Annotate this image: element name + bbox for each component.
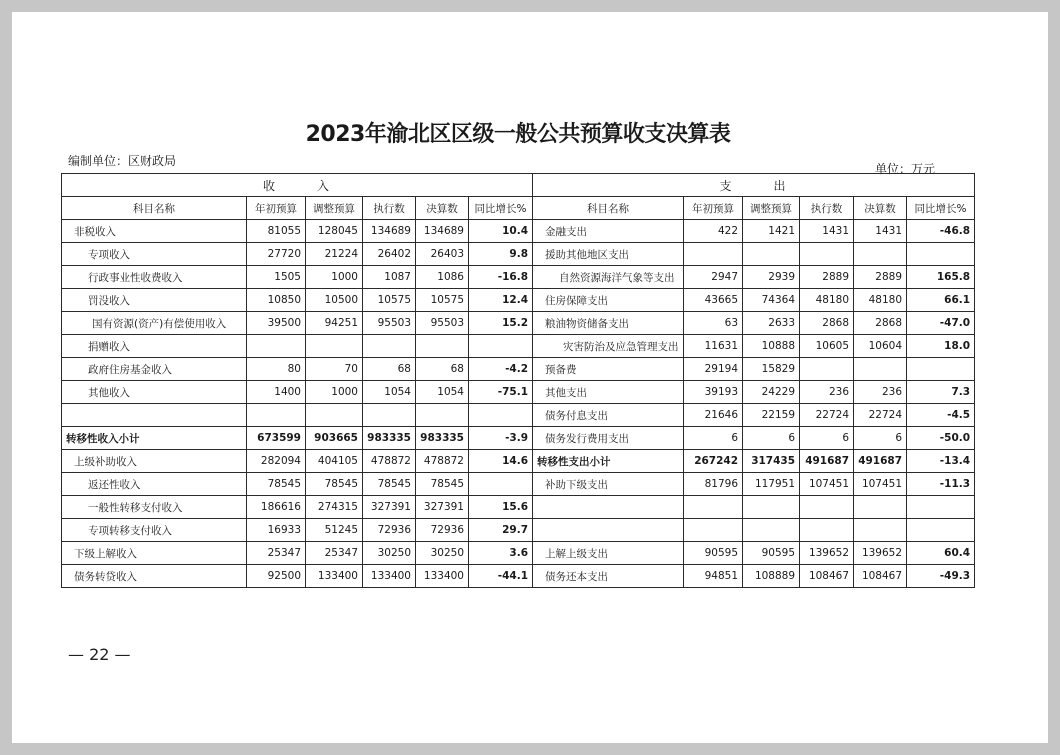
table-row (62, 496, 975, 519)
income-item-name: 罚没收入 (62, 289, 247, 312)
income-item-name: 转移性收入小计 (62, 427, 247, 450)
expense-growth-cell: 60.4 (907, 542, 975, 565)
page-number: — 22 — (68, 645, 131, 664)
income-growth-cell: 3.6 (469, 542, 533, 565)
expense-value-cell: 491687 (854, 450, 907, 473)
income-value-cell: 39500 (247, 312, 306, 335)
expense-value-cell: 2889 (854, 266, 907, 289)
expense-item-name: 粮油物资储备支出 (533, 312, 684, 335)
income-value-cell: 92500 (247, 565, 306, 588)
income-value-cell: 1505 (247, 266, 306, 289)
income-value-cell: 1054 (416, 381, 469, 404)
table-row (62, 220, 975, 243)
expense-item-name: 住房保障支出 (533, 289, 684, 312)
income-value-cell: 78545 (306, 473, 363, 496)
income-value-cell: 95503 (363, 312, 416, 335)
table-row (62, 473, 975, 496)
income-value-cell: 1054 (363, 381, 416, 404)
expense-value-cell: 48180 (800, 289, 854, 312)
unit-label: 单位：万元 (875, 162, 936, 176)
income-growth-cell: -75.1 (469, 381, 533, 404)
expense-value-cell: 81796 (684, 473, 743, 496)
expense-value-cell: 74364 (743, 289, 800, 312)
income-value-cell: 51245 (306, 519, 363, 542)
expense-value-cell: 22159 (743, 404, 800, 427)
income-value-cell: 1000 (306, 381, 363, 404)
expense-value-cell: 6 (684, 427, 743, 450)
expense-value-cell (743, 519, 800, 542)
income-value-cell: 27720 (247, 243, 306, 266)
expense-growth-cell: 66.1 (907, 289, 975, 312)
column-header-row (62, 197, 975, 220)
income-value-cell: 78545 (247, 473, 306, 496)
expense-value-cell: 63 (684, 312, 743, 335)
expense-value-cell (800, 243, 854, 266)
income-growth-cell: -16.8 (469, 266, 533, 289)
expense-value-cell: 108889 (743, 565, 800, 588)
section-header-row (62, 174, 975, 197)
expense-item-name: 其他支出 (533, 381, 684, 404)
income-value-cell: 133400 (306, 565, 363, 588)
col-header: 年初预算 (247, 197, 306, 220)
expense-value-cell: 22724 (800, 404, 854, 427)
income-item-name: 政府住房基金收入 (62, 358, 247, 381)
income-growth-cell: 9.8 (469, 243, 533, 266)
income-item-name: 其他收入 (62, 381, 247, 404)
expense-value-cell: 39193 (684, 381, 743, 404)
income-value-cell: 68 (416, 358, 469, 381)
col-header: 调整预算 (743, 197, 800, 220)
expense-growth-cell: -13.4 (907, 450, 975, 473)
income-growth-cell: -3.9 (469, 427, 533, 450)
expense-value-cell: 22724 (854, 404, 907, 427)
table-row (62, 542, 975, 565)
income-value-cell: 478872 (416, 450, 469, 473)
income-value-cell: 21224 (306, 243, 363, 266)
expense-growth-cell: -46.8 (907, 220, 975, 243)
income-growth-cell: 14.6 (469, 450, 533, 473)
income-value-cell: 16933 (247, 519, 306, 542)
expense-value-cell: 236 (800, 381, 854, 404)
income-growth-cell: 10.4 (469, 220, 533, 243)
expense-value-cell: 24229 (743, 381, 800, 404)
income-value-cell: 274315 (306, 496, 363, 519)
expense-item-name (533, 496, 684, 519)
income-value-cell: 128045 (306, 220, 363, 243)
income-section-header: 收 入 (62, 174, 533, 197)
income-value-cell: 10850 (247, 289, 306, 312)
col-header: 决算数 (854, 197, 907, 220)
table-row (62, 450, 975, 473)
income-value-cell: 327391 (416, 496, 469, 519)
expense-value-cell: 139652 (800, 542, 854, 565)
income-item-name: 返还性收入 (62, 473, 247, 496)
expense-item-name: 补助下级支出 (533, 473, 684, 496)
income-value-cell: 1087 (363, 266, 416, 289)
income-item-name: 上级补助收入 (62, 450, 247, 473)
expense-value-cell: 2947 (684, 266, 743, 289)
expense-value-cell (684, 496, 743, 519)
col-header: 决算数 (416, 197, 469, 220)
expense-value-cell: 21646 (684, 404, 743, 427)
expense-value-cell: 10604 (854, 335, 907, 358)
income-value-cell: 25347 (306, 542, 363, 565)
col-header: 同比增长% (907, 197, 975, 220)
income-growth-cell: -44.1 (469, 565, 533, 588)
expense-value-cell: 10888 (743, 335, 800, 358)
expense-value-cell: 1421 (743, 220, 800, 243)
expense-value-cell: 2868 (800, 312, 854, 335)
expense-growth-cell: 165.8 (907, 266, 975, 289)
table-row (62, 266, 975, 289)
expense-value-cell: 2868 (854, 312, 907, 335)
income-value-cell: 72936 (363, 519, 416, 542)
col-header: 调整预算 (306, 197, 363, 220)
expense-growth-cell: -11.3 (907, 473, 975, 496)
expense-value-cell (684, 519, 743, 542)
income-item-name: 专项收入 (62, 243, 247, 266)
expense-value-cell: 107451 (800, 473, 854, 496)
income-growth-cell (469, 335, 533, 358)
income-value-cell: 983335 (363, 427, 416, 450)
expense-value-cell: 29194 (684, 358, 743, 381)
expense-value-cell (800, 519, 854, 542)
income-item-name: 行政事业性收费收入 (62, 266, 247, 289)
income-value-cell: 94251 (306, 312, 363, 335)
income-value-cell: 95503 (416, 312, 469, 335)
expense-item-name: 自然资源海洋气象等支出 (533, 266, 684, 289)
income-item-name (62, 404, 247, 427)
expense-value-cell: 317435 (743, 450, 800, 473)
expense-value-cell (854, 519, 907, 542)
income-value-cell: 134689 (416, 220, 469, 243)
table-row (62, 381, 975, 404)
expense-value-cell: 15829 (743, 358, 800, 381)
expense-value-cell: 139652 (854, 542, 907, 565)
table-row (62, 312, 975, 335)
table-row (62, 289, 975, 312)
income-value-cell: 134689 (363, 220, 416, 243)
expense-value-cell: 107451 (854, 473, 907, 496)
income-value-cell (247, 404, 306, 427)
income-value-cell (363, 404, 416, 427)
expense-growth-cell: -49.3 (907, 565, 975, 588)
expense-item-name: 金融支出 (533, 220, 684, 243)
expense-value-cell (684, 243, 743, 266)
expense-growth-cell (907, 243, 975, 266)
expense-item-name: 预备费 (533, 358, 684, 381)
income-growth-cell: 12.4 (469, 289, 533, 312)
income-growth-cell: 15.2 (469, 312, 533, 335)
income-value-cell: 26402 (363, 243, 416, 266)
table-row (62, 243, 975, 266)
income-value-cell: 26403 (416, 243, 469, 266)
table-row (62, 335, 975, 358)
income-item-name: 下级上解收入 (62, 542, 247, 565)
expense-growth-cell: -50.0 (907, 427, 975, 450)
expense-value-cell: 2633 (743, 312, 800, 335)
income-value-cell: 10575 (416, 289, 469, 312)
expense-value-cell (854, 358, 907, 381)
expense-value-cell (743, 496, 800, 519)
col-header: 同比增长% (469, 197, 533, 220)
income-item-name: 国有资源(资产)有偿使用收入 (62, 312, 247, 335)
income-growth-cell (469, 473, 533, 496)
expense-value-cell: 1431 (854, 220, 907, 243)
expense-value-cell (743, 243, 800, 266)
table-row (62, 404, 975, 427)
income-value-cell: 1400 (247, 381, 306, 404)
income-value-cell: 30250 (363, 542, 416, 565)
expense-value-cell (800, 358, 854, 381)
income-value-cell (416, 404, 469, 427)
income-value-cell: 25347 (247, 542, 306, 565)
expense-value-cell: 108467 (854, 565, 907, 588)
expense-value-cell: 90595 (743, 542, 800, 565)
income-value-cell (363, 335, 416, 358)
expense-value-cell: 11631 (684, 335, 743, 358)
col-header: 执行数 (800, 197, 854, 220)
income-value-cell: 478872 (363, 450, 416, 473)
income-item-name: 一般性转移支付收入 (62, 496, 247, 519)
expense-growth-cell (907, 496, 975, 519)
expense-value-cell (854, 496, 907, 519)
income-value-cell: 133400 (416, 565, 469, 588)
income-item-name: 捐赠收入 (62, 335, 247, 358)
expense-value-cell: 10605 (800, 335, 854, 358)
income-value-cell: 133400 (363, 565, 416, 588)
income-item-name: 非税收入 (62, 220, 247, 243)
income-value-cell: 673599 (247, 427, 306, 450)
col-header: 科目名称 (533, 197, 684, 220)
expense-value-cell (800, 496, 854, 519)
table-row (62, 358, 975, 381)
col-header: 执行数 (363, 197, 416, 220)
income-value-cell (416, 335, 469, 358)
income-value-cell (247, 335, 306, 358)
expense-growth-cell: -47.0 (907, 312, 975, 335)
income-value-cell: 327391 (363, 496, 416, 519)
budget-table (61, 173, 975, 588)
expense-item-name: 援助其他地区支出 (533, 243, 684, 266)
income-value-cell: 70 (306, 358, 363, 381)
table-row (62, 565, 975, 588)
compiling-unit: 编制单位：区财政局 (68, 154, 177, 168)
expense-value-cell: 6 (854, 427, 907, 450)
expense-value-cell: 108467 (800, 565, 854, 588)
expense-value-cell: 43665 (684, 289, 743, 312)
expense-value-cell: 48180 (854, 289, 907, 312)
expense-value-cell: 491687 (800, 450, 854, 473)
expense-growth-cell (907, 519, 975, 542)
expense-value-cell: 117951 (743, 473, 800, 496)
income-value-cell: 68 (363, 358, 416, 381)
income-value-cell: 186616 (247, 496, 306, 519)
income-growth-cell: 15.6 (469, 496, 533, 519)
income-value-cell (306, 335, 363, 358)
expense-value-cell: 2889 (800, 266, 854, 289)
table-row (62, 519, 975, 542)
income-value-cell: 983335 (416, 427, 469, 450)
col-header: 年初预算 (684, 197, 743, 220)
income-value-cell: 80 (247, 358, 306, 381)
income-value-cell: 282094 (247, 450, 306, 473)
expense-item-name: 债务付息支出 (533, 404, 684, 427)
income-value-cell: 404105 (306, 450, 363, 473)
page-title: 2023年渝北区区级一般公共预算收支决算表 (305, 122, 731, 147)
expense-growth-cell: -4.5 (907, 404, 975, 427)
expense-value-cell: 94851 (684, 565, 743, 588)
income-item-name: 债务转贷收入 (62, 565, 247, 588)
expense-growth-cell: 7.3 (907, 381, 975, 404)
expense-value-cell: 422 (684, 220, 743, 243)
expense-section-header: 支 出 (533, 174, 975, 197)
income-value-cell: 1000 (306, 266, 363, 289)
expense-item-name: 转移性支出小计 (533, 450, 684, 473)
expense-value-cell: 1431 (800, 220, 854, 243)
income-value-cell: 10575 (363, 289, 416, 312)
expense-growth-cell: 18.0 (907, 335, 975, 358)
expense-item-name (533, 519, 684, 542)
income-value-cell (306, 404, 363, 427)
income-value-cell: 72936 (416, 519, 469, 542)
income-value-cell: 10500 (306, 289, 363, 312)
expense-value-cell (854, 243, 907, 266)
expense-value-cell: 90595 (684, 542, 743, 565)
expense-value-cell: 2939 (743, 266, 800, 289)
income-value-cell: 78545 (416, 473, 469, 496)
income-value-cell: 903665 (306, 427, 363, 450)
income-value-cell: 1086 (416, 266, 469, 289)
col-header: 科目名称 (62, 197, 247, 220)
expense-value-cell: 6 (743, 427, 800, 450)
income-value-cell: 81055 (247, 220, 306, 243)
income-value-cell: 78545 (363, 473, 416, 496)
income-value-cell: 30250 (416, 542, 469, 565)
income-growth-cell: -4.2 (469, 358, 533, 381)
income-growth-cell: 29.7 (469, 519, 533, 542)
expense-growth-cell (907, 358, 975, 381)
income-item-name: 专项转移支付收入 (62, 519, 247, 542)
expense-item-name: 上解上级支出 (533, 542, 684, 565)
expense-item-name: 灾害防治及应急管理支出 (533, 335, 684, 358)
expense-value-cell: 6 (800, 427, 854, 450)
expense-item-name: 债务还本支出 (533, 565, 684, 588)
expense-value-cell: 267242 (684, 450, 743, 473)
expense-item-name: 债务发行费用支出 (533, 427, 684, 450)
income-growth-cell (469, 404, 533, 427)
expense-value-cell: 236 (854, 381, 907, 404)
table-row (62, 427, 975, 450)
